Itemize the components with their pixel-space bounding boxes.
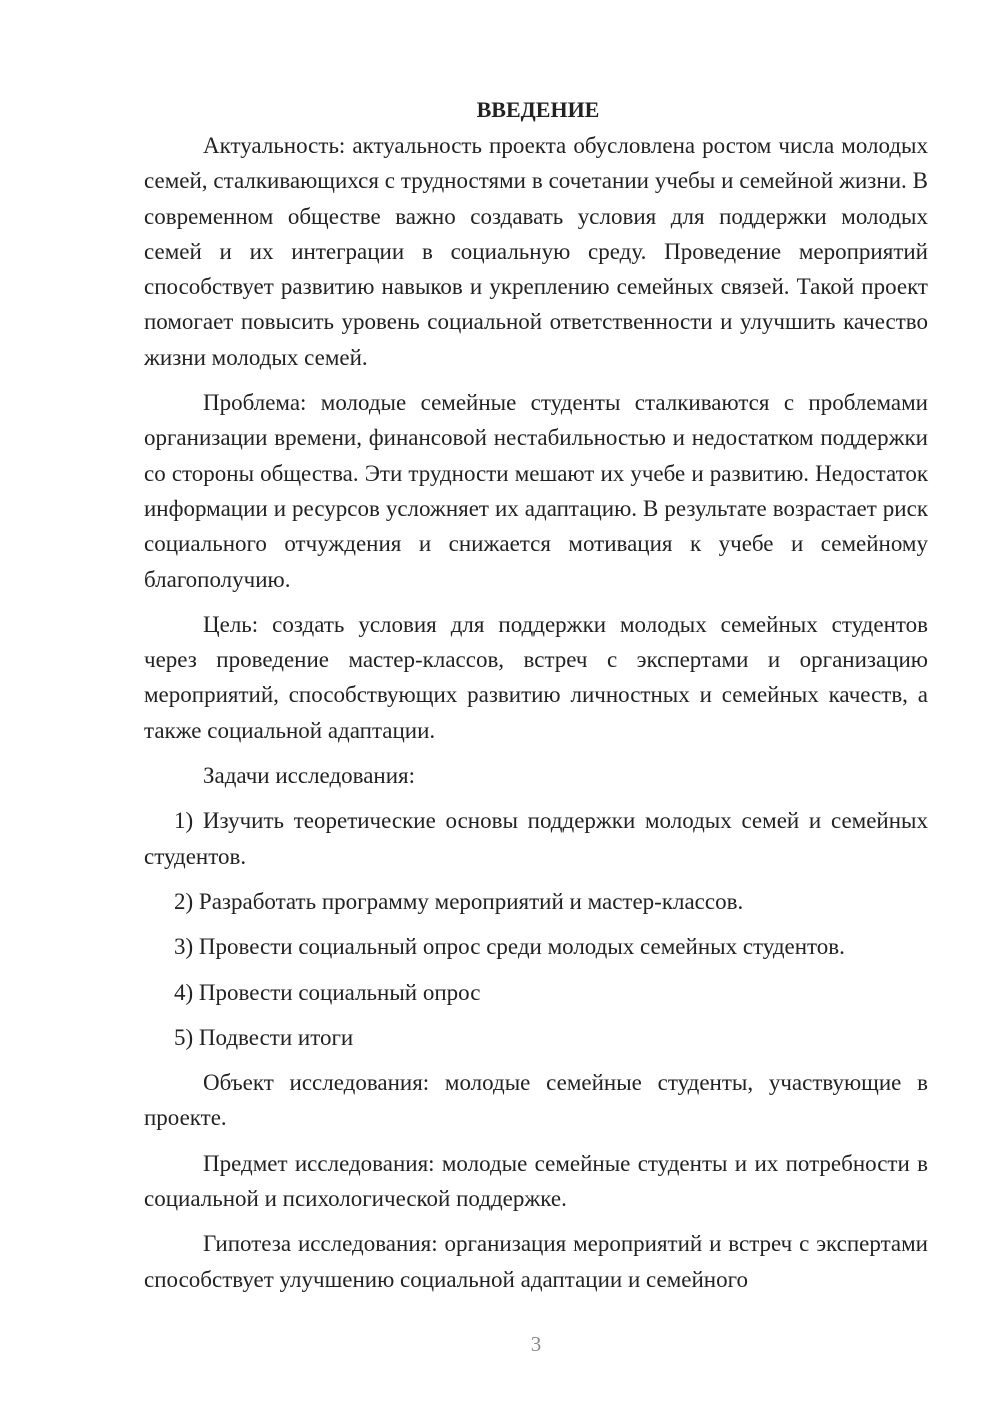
paragraph-subject: Предмет исследования: молодые семейные студенты и их потребности в социальной и психологической поддержке.: [144, 1150, 928, 1212]
document-body: [144, 92, 928, 1297]
paragraph-object: Объект исследования: молодые семейные студенты, участвующие в проекте.: [144, 1070, 928, 1131]
paragraph-hypothesis: Гипотеза исследования: организация мероприятий и встреч с экспертами способствует улучшению социальной адаптации и семейного: [144, 1231, 928, 1292]
list-item: 4) Провести социальный опрос: [174, 979, 481, 1005]
paragraph-problem: Проблема: молодые семейные студенты сталкиваются с проблемами организации времени, финансовой нестабильностью и недостатком поддержки со стороны общества. Эти трудности мешают их учебе и развитию. Недостаток информации и ресурсов усложняет их адаптацию. В результате возрастает риск социального отчуждения и снижается мотивация к учебе и семейному благополучию.: [144, 390, 928, 592]
page-number: 3: [530, 1332, 542, 1356]
page-title: ВВЕДЕНИЕ: [476, 97, 600, 122]
paragraph-relevance: Актуальность: актуальность проекта обусловлена ростом числа молодых семей, сталкивающихся с трудностями в сочетании учебы и семейной жизни. В современном обществе важно создавать условия для поддержки молодых семей и их интеграции в социальную среду. Проведение мероприятий способствует развитию навыков и укреплению семейных связей. Такой проект помогает повысить уровень социальной ответственности и улучшить качество жизни молодых семей.: [144, 133, 928, 370]
paragraph-tasks-title: Задачи исследования:: [203, 763, 416, 789]
list-item: 1) Изучить теоретические основы поддержки молодых семей и семейных студентов.: [144, 808, 928, 869]
list-item: 2) Разработать программу мероприятий и мастер-классов.: [174, 888, 744, 914]
list-item: 5) Подвести итоги: [174, 1024, 354, 1050]
list-item: 3) Провести социальный опрос среди молодых семейных студентов.: [174, 934, 845, 960]
tasks-list: [144, 803, 928, 1055]
paragraph-goal: Цель: создать условия для поддержки молодых семейных студентов через проведение мастер-классов, встреч с экспертами и организацию мероприятий, способствующих развитию личностных и семейных качеств, а также социальной адаптации.: [144, 611, 928, 743]
